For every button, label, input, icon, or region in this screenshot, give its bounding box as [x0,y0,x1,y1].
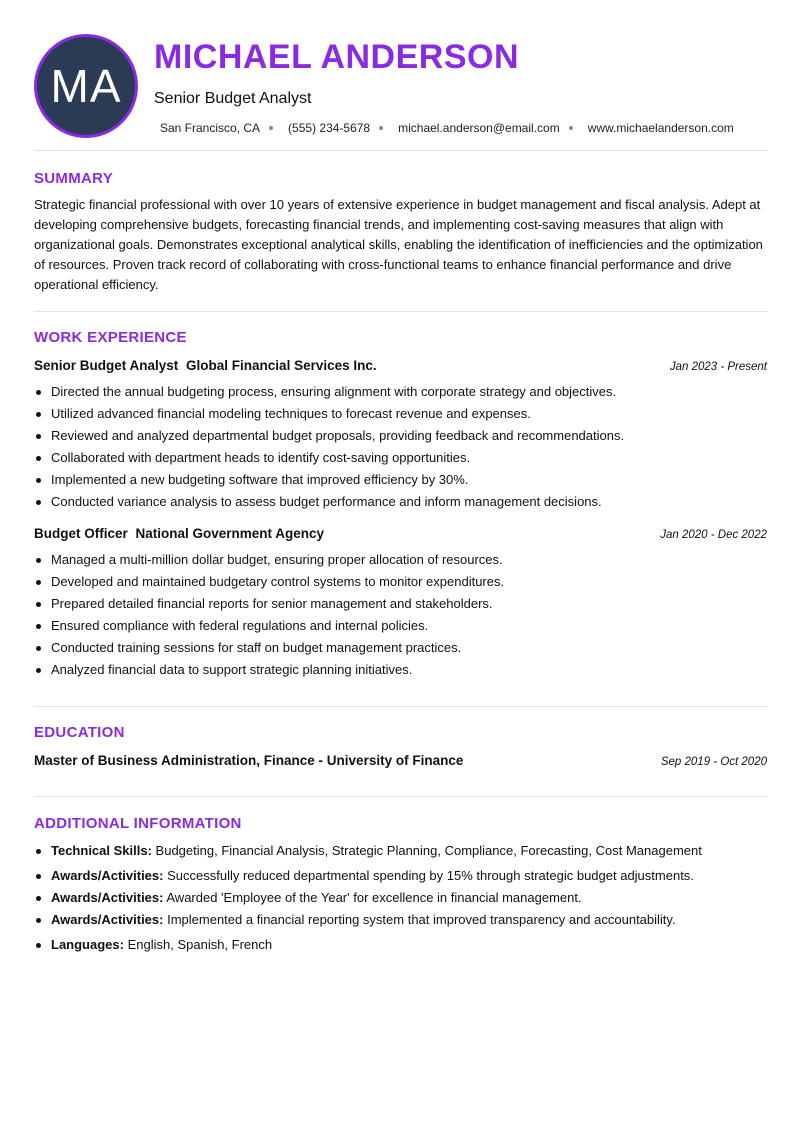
info-text: English, Spanish, French [127,937,273,952]
divider [34,796,768,797]
job-role: Budget Officer [34,526,128,541]
list-item: Conducted training sessions for staff on budget management practices. [34,637,768,659]
list-item: Utilized advanced financial modeling techniques to forecast revenue and expenses. [34,403,768,425]
additional-list [34,840,768,956]
list-item: Prepared detailed financial reports for senior management and stakeholders. [34,593,768,615]
list-item [34,887,768,909]
list-item: Ensured compliance with federal regulations and internal policies. [34,615,768,637]
divider [34,150,768,151]
list-item: Analyzed financial data to support strategic planning initiatives. [34,659,768,681]
divider [34,311,768,312]
contact-location: San Francisco, CA [160,121,261,135]
list-item: Collaborated with department heads to identify cost-saving opportunities. [34,447,768,469]
job-bullets [34,381,768,513]
list-item [34,840,768,862]
job-dates: Jan 2023 - Present [669,361,767,373]
info-label: Awards/Activities: [51,868,164,883]
divider [34,706,768,707]
candidate-name: MICHAEL ANDERSON [154,38,520,76]
summary-heading: SUMMARY [34,170,114,187]
education-heading: EDUCATION [34,724,125,741]
info-label: Awards/Activities: [51,912,164,927]
education-dates: Sep 2019 - Oct 2020 [660,756,767,768]
education-degree: Master of Business Administration, Finance - University of Finance [34,753,464,768]
info-text: Budgeting, Financial Analysis, Strategic Planning, Compliance, Forecasting, Cost Management [155,843,702,858]
job-role: Senior Budget Analyst [34,358,179,373]
list-item: Directed the annual budgeting process, ensuring alignment with corporate strategy and objectives. [34,381,768,403]
list-item: Conducted variance analysis to assess budget performance and inform management decisions. [34,491,768,513]
list-item: Developed and maintained budgetary control systems to monitor expenditures. [34,571,768,593]
summary-text: Strategic financial professional with over 10 years of extensive experience in budget management and fiscal analysis. Adept at developing comprehensive budgets, forecasting financial trends, and implementing cost-saving measures that align with organizational goals. Demonstrates exceptional analytical skills, enabling the identification of inefficiencies and the optimization of resources. Proven track record of collaborating with cross-functional teams to enhance financial performance and drive operational efficiency. [34,197,763,292]
separator-dot [379,126,383,130]
job-title [34,526,324,541]
list-item [34,934,768,956]
candidate-title: Senior Budget Analyst [154,90,312,107]
job-company: Global Financial Services Inc. [186,358,377,373]
additional-heading: ADDITIONAL INFORMATION [34,815,242,832]
resume-header [34,34,768,138]
info-label: Awards/Activities: [51,890,164,905]
info-text: Implemented a financial reporting system that improved transparency and accountability. [167,912,676,927]
list-item [34,909,768,931]
info-text: Awarded 'Employee of the Year' for excellence in financial management. [166,890,582,905]
contact-line [160,121,734,135]
contact-email[interactable]: michael.anderson@email.com [398,121,560,135]
list-item: Managed a multi-million dollar budget, ensuring proper allocation of resources. [34,549,768,571]
separator-dot [569,126,573,130]
avatar-initials: MA [50,60,122,112]
avatar [34,34,138,138]
separator-dot [269,126,273,130]
job-company: National Government Agency [135,526,325,541]
info-label: Languages: [51,937,124,952]
job-dates: Jan 2020 - Dec 2022 [660,529,767,541]
contact-website[interactable]: www.michaelanderson.com [587,121,734,135]
experience-heading: WORK EXPERIENCE [34,329,187,346]
job-bullets [34,549,768,681]
list-item: Implemented a new budgeting software that improved efficiency by 30%. [34,469,768,491]
info-label: Technical Skills: [51,843,152,858]
contact-phone: (555) 234-5678 [288,121,371,135]
job-title [34,358,377,373]
list-item: Reviewed and analyzed departmental budget proposals, providing feedback and recommendations. [34,425,768,447]
list-item [34,865,768,887]
info-text: Successfully reduced departmental spending by 15% through strategic budget adjustments. [167,868,694,883]
